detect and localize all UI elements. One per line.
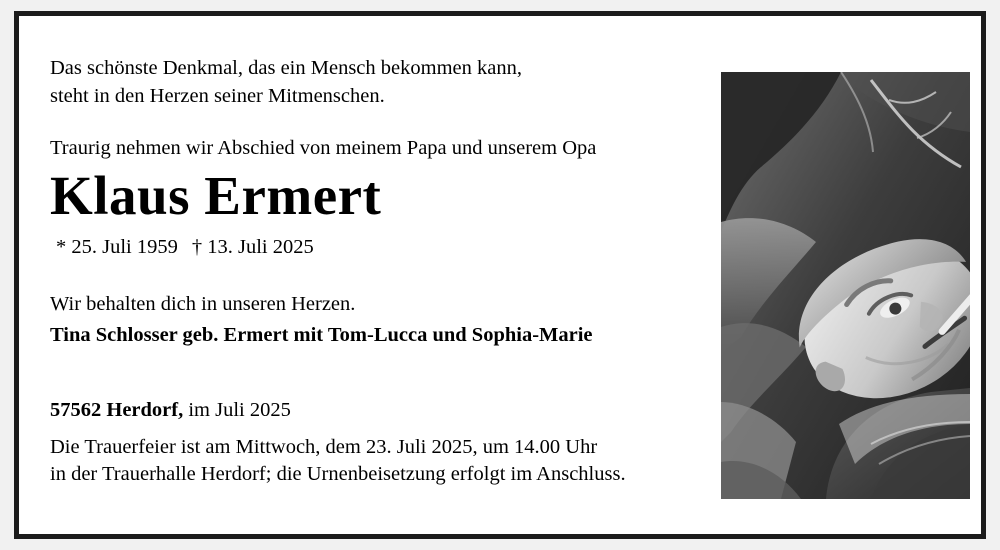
service-line-1: Die Trauerfeier ist am Mittwoch, dem 23. Juli 2025, um 14.00 Uhr	[50, 435, 598, 458]
service-details	[50, 434, 710, 489]
family-names: Tina Schlosser geb. Ermert mit Tom-Lucca und Sophia-Marie	[50, 323, 593, 346]
service-line-2: in der Trauerhalle Herdorf; die Urnenbeisetzung erfolgt im Anschluss.	[50, 463, 626, 486]
birth-date: * 25. Juli 1959	[56, 235, 178, 258]
motto	[50, 54, 710, 111]
motto-line-2: steht in den Herzen seiner Mitmenschen.	[50, 85, 385, 108]
place-and-date	[50, 399, 710, 422]
obituary-text-column	[50, 54, 710, 489]
deceased-name: Klaus Ermert	[50, 165, 382, 227]
portrait-photo	[721, 72, 970, 499]
place-date: im Juli 2025	[183, 398, 291, 421]
motto-line-1: Das schönste Denkmal, das ein Mensch bekommen kann,	[50, 57, 522, 79]
farewell-text: Wir behalten dich in unseren Herzen.	[50, 292, 356, 315]
death-date: † 13. Juli 2025	[191, 235, 314, 258]
obituary-card-inner	[19, 16, 981, 534]
obituary-card	[14, 11, 986, 539]
place-city: 57562 Herdorf,	[50, 398, 184, 421]
intro-text: Traurig nehmen wir Abschied von meinem Papa und unserem Opa	[50, 136, 597, 159]
life-dates	[50, 236, 710, 259]
